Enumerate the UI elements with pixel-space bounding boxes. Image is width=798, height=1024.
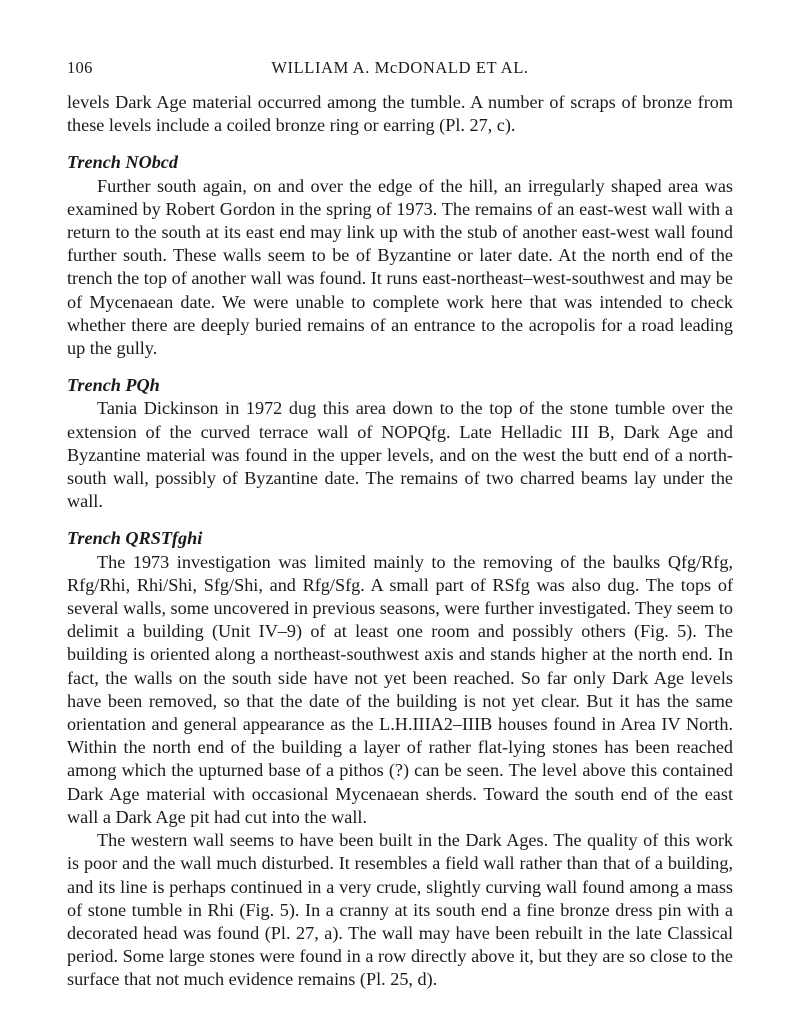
section-heading-trench-qrstfghi: Trench QRSTfghi — [67, 528, 203, 549]
section-heading-trench-nobcd: Trench NObcd — [67, 152, 178, 173]
running-head: WILLIAM A. McDONALD ET AL. — [271, 58, 529, 77]
section-gap — [67, 360, 733, 374]
section-gap — [67, 137, 733, 151]
page-header — [67, 58, 733, 84]
section-gap — [67, 513, 733, 527]
page — [67, 58, 733, 992]
body-paragraph-continued: levels Dark Age material occurred among the tumble. A number of scraps of bronze from these levels include a coiled bronze ring or earring (Pl. 27, c). — [67, 92, 733, 136]
body-paragraph-trench-nobcd: Further south again, on and over the edge of the hill, an irregularly shaped area was examined by Robert Gordon in the spring of 1973. The remains of an east-west wall with a return to the south at its east end may link up with the stub of another east-west wall found further south. These walls seem to be of Byzantine or later date. At the north end of the trench the top of another wall was found. It runs east-northeast–west-southwest and may be of Mycenaean date. We were unable to complete work here that was intended to check whether there are deeply buried remains of an entrance to the acropolis for a road leading up the gully. — [67, 175, 733, 359]
body-paragraph-trench-qrstfghi-1: The 1973 investigation was limited mainly to the removing of the baulks Qfg/Rfg, Rfg/Rhi, Rhi/Shi, Sfg/Shi, and Rfg/Sfg. A small part of RSfg was also dug. The tops of several walls, some uncovered in previous seasons, were further investigated. They seem to delimit a building (Unit IV–9) of at least one room and possibly others (Fig. 5). The building is oriented along a northeast-southwest axis and stands higher at the north end. In fact, the walls on the south side have not yet been reached. So far only Dark Age levels have been removed, so that the date of the building is not yet clear. But it has the same orientation and general appearance as the L.H.IIIA2–IIIB houses found in Area IV North. Within the north end of the building a layer of rather flat-lying stones has been reached among which the upturned base of a pithos (?) can be seen. The level above this contained Dark Age material with occasional Mycenaean sherds. Toward the south end of the east wall a Dark Age pit had cut into the wall. — [67, 551, 733, 827]
page-number: 106 — [67, 58, 93, 77]
body-paragraph-trench-pqh: Tania Dickinson in 1972 dug this area down to the top of the stone tumble over the extension of the curved terrace wall of NOPQfg. Late Helladic III B, Dark Age and Byzantine material was found in the upper levels, and on the west the butt end of a north-south wall, possibly of Byzantine date. The remains of two charred beams lay under the wall. — [67, 398, 733, 512]
body-paragraph-trench-qrstfghi-2: The western wall seems to have been built in the Dark Ages. The quality of this work is poor and the wall much disturbed. It resembles a field wall rather than that of a building, and its line is perhaps continued in a very crude, slightly curving wall found among a mass of stone tumble in Rhi (Fig. 5). In a cranny at its south end a fine bronze dress pin with a decorated head was found (Pl. 27, a). The wall may have been rebuilt in the late Classical period. Some large stones were found in a row directly above it, but they are so close to the surface that not much evidence remains (Pl. 25, d). — [67, 830, 733, 990]
section-heading-trench-pqh: Trench PQh — [67, 375, 160, 396]
